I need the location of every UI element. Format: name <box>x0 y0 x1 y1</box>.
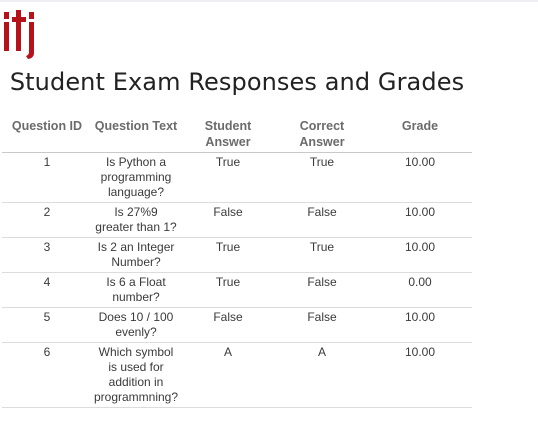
header-student-answer: Student Answer <box>180 116 276 153</box>
cell-student-answer: A <box>180 343 276 408</box>
cell-correct-answer: False <box>276 273 368 308</box>
header-correct-answer: Correct Answer <box>276 116 368 153</box>
cell-grade: 0.00 <box>368 273 472 308</box>
cell-question-id: 1 <box>2 153 92 203</box>
cell-grade: 10.00 <box>368 308 472 343</box>
page-title: Student Exam Responses and Grades <box>9 68 465 96</box>
header-question-id: Question ID <box>2 116 92 153</box>
cell-question-id: 6 <box>2 343 92 408</box>
cell-question-text: Is 2 an Integer Number? <box>92 238 180 273</box>
cell-question-text: Does 10 / 100 evenly? <box>92 308 180 343</box>
header-row <box>2 116 472 153</box>
cell-question-text: Is 6 a Float number? <box>92 273 180 308</box>
cell-grade: 10.00 <box>368 238 472 273</box>
cell-question-id: 4 <box>2 273 92 308</box>
cell-correct-answer: False <box>276 203 368 238</box>
table-row <box>2 203 472 238</box>
cell-grade: 10.00 <box>368 203 472 238</box>
cell-student-answer: False <box>180 308 276 343</box>
cell-question-text: Which symbol is used for addition in programmning? <box>92 343 180 408</box>
top-border <box>0 0 538 2</box>
cell-grade: 10.00 <box>368 343 472 408</box>
cell-grade: 10.00 <box>368 153 472 203</box>
table-row <box>2 238 472 273</box>
grades-table <box>2 116 472 408</box>
table-row <box>2 273 472 308</box>
cell-student-answer: True <box>180 238 276 273</box>
cell-correct-answer: False <box>276 308 368 343</box>
header-grade: Grade <box>368 116 472 153</box>
table-row <box>2 343 472 408</box>
cell-question-id: 2 <box>2 203 92 238</box>
cell-question-text: Is 27%9 greater than 1? <box>92 203 180 238</box>
cell-correct-answer: A <box>276 343 368 408</box>
header-question-text: Question Text <box>92 116 180 153</box>
cell-correct-answer: True <box>276 238 368 273</box>
cell-student-answer: False <box>180 203 276 238</box>
table-row <box>2 308 472 343</box>
cell-correct-answer: True <box>276 153 368 203</box>
table-row <box>2 153 472 203</box>
iti-logo <box>2 5 36 59</box>
cell-question-id: 5 <box>2 308 92 343</box>
cell-question-id: 3 <box>2 238 92 273</box>
cell-student-answer: True <box>180 153 276 203</box>
cell-student-answer: True <box>180 273 276 308</box>
cell-question-text: Is Python a programming language? <box>92 153 180 203</box>
